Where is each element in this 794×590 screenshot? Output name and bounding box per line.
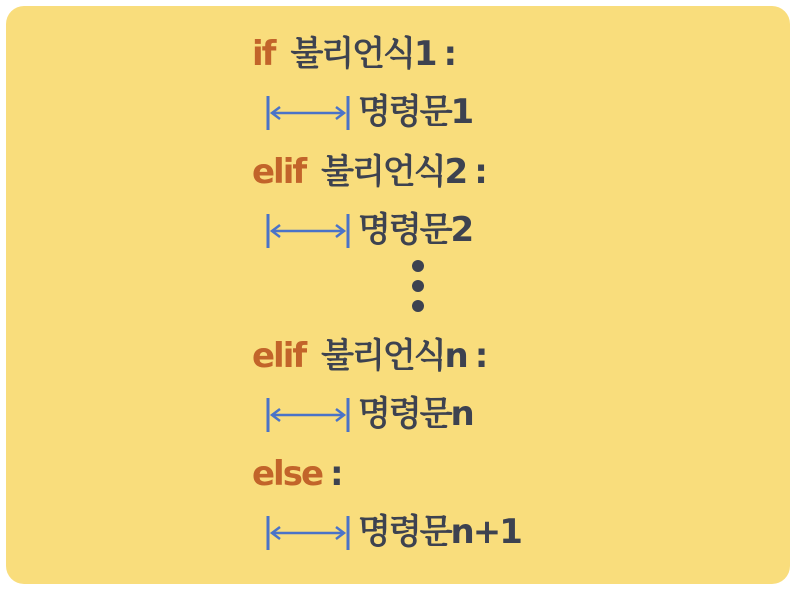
indent-arrow-icon bbox=[266, 92, 350, 132]
keyword-else: else bbox=[252, 454, 323, 494]
ellipsis-dot bbox=[412, 300, 424, 312]
else-line bbox=[252, 454, 342, 494]
condition-2: 불리언식2 bbox=[321, 152, 467, 192]
statement-n: 명령문n bbox=[358, 394, 473, 434]
keyword-elif: elif bbox=[252, 152, 306, 192]
indent-arrow-icon bbox=[266, 394, 350, 434]
condition-1: 불리언식1 bbox=[290, 34, 436, 74]
ellipsis-dot bbox=[412, 280, 424, 292]
indent-arrow-icon bbox=[266, 210, 350, 250]
statement-else: 명령문n+1 bbox=[358, 512, 521, 552]
keyword-if: if bbox=[252, 34, 275, 74]
condition-n: 불리언식n bbox=[321, 336, 467, 376]
indent-arrow-icon bbox=[266, 512, 350, 552]
colon-2: : bbox=[474, 152, 486, 192]
keyword-elif: elif bbox=[252, 336, 306, 376]
ellipsis-dot bbox=[412, 260, 424, 272]
if-line bbox=[252, 34, 455, 74]
statement-1: 명령문1 bbox=[358, 92, 473, 132]
colon-n: : bbox=[474, 336, 487, 376]
colon-else: : bbox=[330, 454, 342, 494]
statement-2: 명령문2 bbox=[358, 210, 473, 250]
colon-1: : bbox=[443, 34, 456, 74]
syntax-card bbox=[6, 6, 790, 584]
elif-line-2 bbox=[252, 152, 486, 192]
elif-line-n bbox=[252, 336, 486, 376]
